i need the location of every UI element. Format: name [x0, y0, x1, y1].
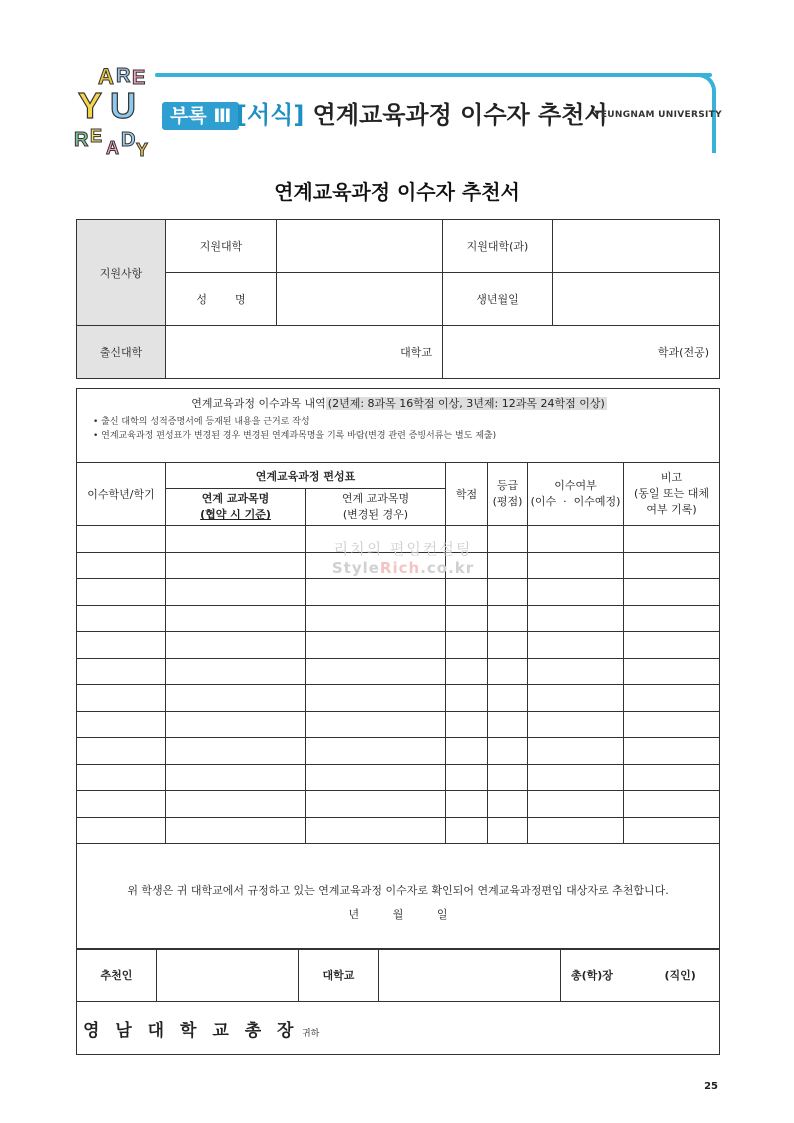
- watermark-rich: Rich: [379, 559, 421, 577]
- status-field[interactable]: [528, 764, 624, 791]
- date-year: 년: [348, 907, 360, 921]
- grade-field[interactable]: [488, 738, 528, 765]
- dept-suffix: 학과(전공): [657, 346, 709, 359]
- col-credit: 학점: [446, 463, 488, 526]
- addressee-honorific: 귀하: [301, 1028, 320, 1039]
- remark-field[interactable]: [624, 738, 720, 765]
- status-field[interactable]: [528, 526, 624, 553]
- statement-cell: [77, 844, 720, 950]
- origin-dept-field[interactable]: [443, 326, 720, 379]
- svg-text:E: E: [90, 126, 103, 146]
- term-field[interactable]: [77, 605, 166, 632]
- credit-field[interactable]: [446, 632, 488, 659]
- term-field[interactable]: [77, 791, 166, 818]
- term-field[interactable]: [77, 526, 166, 553]
- credit-field[interactable]: [446, 658, 488, 685]
- course-changed-field[interactable]: [306, 738, 446, 765]
- statement-date: [77, 906, 719, 922]
- col-status-line2: (이수 · 이수예정): [530, 495, 621, 508]
- term-field[interactable]: [77, 685, 166, 712]
- course-original-field[interactable]: [166, 791, 306, 818]
- applicant-table: [76, 219, 720, 379]
- col-course-original: [166, 489, 306, 526]
- term-field[interactable]: [77, 552, 166, 579]
- course-changed-field[interactable]: [306, 605, 446, 632]
- credit-field[interactable]: [446, 738, 488, 765]
- grade-field[interactable]: [488, 579, 528, 606]
- credit-field[interactable]: [446, 817, 488, 844]
- course-original-field[interactable]: [166, 605, 306, 632]
- credit-field[interactable]: [446, 764, 488, 791]
- credit-field[interactable]: [446, 685, 488, 712]
- course-original-field[interactable]: [166, 658, 306, 685]
- course-changed-field[interactable]: [306, 764, 446, 791]
- course-original-field[interactable]: [166, 552, 306, 579]
- seal-label: (직인): [664, 969, 696, 982]
- course-original-field[interactable]: [166, 764, 306, 791]
- svg-text:A: A: [106, 138, 119, 158]
- status-field[interactable]: [528, 817, 624, 844]
- status-field[interactable]: [528, 791, 624, 818]
- course-row: [77, 632, 720, 659]
- addressee-name: 영 남 대 학 교 총 장: [83, 1020, 299, 1041]
- course-row: [77, 791, 720, 818]
- col-course-original-line1: 연계 교과목명: [201, 492, 270, 505]
- course-original-field[interactable]: [166, 738, 306, 765]
- col-remark-line3: 여부 기록): [646, 503, 697, 516]
- term-field[interactable]: [77, 711, 166, 738]
- col-course-original-line2: (협약 시 기준): [200, 508, 271, 521]
- col-grade-line1: 등급: [496, 479, 519, 492]
- status-field[interactable]: [528, 658, 624, 685]
- date-day: 일: [436, 907, 448, 921]
- col-remark: [624, 463, 720, 526]
- watermark-domain: .co.kr: [420, 559, 475, 577]
- course-row: [77, 658, 720, 685]
- birth-field[interactable]: [553, 273, 720, 326]
- note-2: • 연계교육과정 편성표가 변경된 경우 변경된 연계과목명을 기록 바람(변경 관련 증빙서류는 별도 제출): [93, 431, 497, 441]
- remark-field[interactable]: [624, 711, 720, 738]
- header-title-bracket: [서식]: [236, 101, 305, 129]
- course-original-field[interactable]: [166, 817, 306, 844]
- remark-field[interactable]: [624, 817, 720, 844]
- dept-label: 지원대학(과): [443, 220, 553, 273]
- status-field[interactable]: [528, 552, 624, 579]
- course-changed-field[interactable]: [306, 685, 446, 712]
- watermark-line1: 리치의 편입컨설팅: [333, 540, 473, 558]
- term-field[interactable]: [77, 658, 166, 685]
- remark-field[interactable]: [624, 579, 720, 606]
- dept-field[interactable]: [553, 220, 720, 273]
- svg-text:Y: Y: [78, 85, 103, 126]
- grade-field[interactable]: [488, 764, 528, 791]
- grade-field[interactable]: [488, 817, 528, 844]
- grade-field[interactable]: [488, 711, 528, 738]
- courses-heading: [93, 395, 705, 411]
- course-row: [77, 764, 720, 791]
- svg-text:R: R: [74, 129, 89, 151]
- course-original-field[interactable]: [166, 579, 306, 606]
- credit-field[interactable]: [446, 791, 488, 818]
- signature-table: [76, 948, 720, 1055]
- col-course-changed-line1: 연계 교과목명: [341, 492, 410, 505]
- courses-notes: [77, 389, 720, 463]
- svg-text:A: A: [98, 64, 114, 89]
- statement-text: 위 학생은 귀 대학교에서 규정하고 있는 연계교육과정 이수자로 확인되어 연계교육과정편입 대상자로 추천합니다.: [127, 883, 669, 897]
- courses-table: [76, 388, 720, 950]
- watermark: [318, 538, 488, 577]
- grade-field[interactable]: [488, 526, 528, 553]
- remark-field[interactable]: [624, 791, 720, 818]
- course-original-field[interactable]: [166, 526, 306, 553]
- status-field[interactable]: [528, 605, 624, 632]
- grade-field[interactable]: [488, 552, 528, 579]
- sign-univ-field[interactable]: [379, 949, 561, 1002]
- remark-field[interactable]: [624, 632, 720, 659]
- credit-field[interactable]: [446, 711, 488, 738]
- col-course-changed: [306, 489, 446, 526]
- col-term: 이수학년/학기: [77, 463, 166, 526]
- svg-text:U: U: [110, 85, 136, 126]
- univ-label: 지원대학: [166, 220, 277, 273]
- univ-suffix: 대학교: [400, 346, 432, 359]
- term-field[interactable]: [77, 632, 166, 659]
- term-field[interactable]: [77, 817, 166, 844]
- name-label: 성 명: [166, 273, 277, 326]
- name-field[interactable]: [277, 273, 443, 326]
- univ-field[interactable]: [277, 220, 443, 273]
- col-grade: [488, 463, 528, 526]
- col-remark-line2: (동일 또는 대체: [633, 487, 710, 500]
- remark-field[interactable]: [624, 764, 720, 791]
- term-field[interactable]: [77, 764, 166, 791]
- course-original-field[interactable]: [166, 632, 306, 659]
- credit-field[interactable]: [446, 605, 488, 632]
- university-name: YEUNGNAM UNIVERSITY: [594, 110, 722, 120]
- course-original-field[interactable]: [166, 711, 306, 738]
- course-original-field[interactable]: [166, 685, 306, 712]
- date-month: 월: [392, 907, 404, 921]
- grade-field[interactable]: [488, 632, 528, 659]
- header-frame-line: [155, 73, 712, 77]
- svg-text:Y: Y: [136, 140, 149, 160]
- president-label: 총(학)장: [571, 969, 613, 982]
- svg-text:D: D: [121, 129, 136, 151]
- appendix-badge: 부록 Ⅲ: [162, 102, 239, 130]
- col-curriculum: 연계교육과정 편성표: [166, 463, 446, 489]
- watermark-style: Style: [331, 559, 380, 577]
- grade-field[interactable]: [488, 605, 528, 632]
- col-status-line1: 이수여부: [554, 479, 597, 492]
- course-changed-field[interactable]: [306, 817, 446, 844]
- grade-field[interactable]: [488, 685, 528, 712]
- header-title-text: 연계교육과정 이수자 추천서: [312, 101, 608, 129]
- remark-field[interactable]: [624, 526, 720, 553]
- header-title: [236, 99, 608, 131]
- course-row: [77, 685, 720, 712]
- remark-field[interactable]: [624, 658, 720, 685]
- course-row: [77, 738, 720, 765]
- president-cell[interactable]: [561, 949, 720, 1002]
- are-yu-ready-logo: [72, 62, 154, 160]
- document-title: 연계교육과정 이수자 추천서: [274, 180, 520, 204]
- note-1: • 출신 대학의 성적증명서에 등재된 내용을 근거로 작성: [93, 417, 310, 427]
- status-field[interactable]: [528, 579, 624, 606]
- col-remark-line1: 비고: [660, 471, 683, 484]
- course-changed-field[interactable]: [306, 632, 446, 659]
- course-row: [77, 817, 720, 844]
- col-grade-line2: (평점): [492, 495, 523, 508]
- remark-field[interactable]: [624, 552, 720, 579]
- term-field[interactable]: [77, 738, 166, 765]
- course-row: [77, 711, 720, 738]
- course-row: [77, 579, 720, 606]
- col-course-changed-line2: (변경된 경우): [342, 508, 409, 521]
- recommender-field[interactable]: [157, 949, 299, 1002]
- origin-univ-field[interactable]: [166, 326, 443, 379]
- grade-field[interactable]: [488, 658, 528, 685]
- status-field[interactable]: [528, 711, 624, 738]
- course-changed-field[interactable]: [306, 791, 446, 818]
- svg-text:E: E: [132, 67, 146, 89]
- courses-heading-prefix: 연계교육과정 이수과목 내역: [191, 397, 326, 410]
- course-row: [77, 605, 720, 632]
- recommender-label: 추천인: [77, 949, 157, 1002]
- grade-field[interactable]: [488, 791, 528, 818]
- birth-label: 생년월일: [443, 273, 553, 326]
- status-field[interactable]: [528, 685, 624, 712]
- status-field[interactable]: [528, 632, 624, 659]
- watermark-line2: [318, 559, 488, 577]
- sign-univ-label: 대학교: [299, 949, 379, 1002]
- credit-field[interactable]: [446, 579, 488, 606]
- course-changed-field[interactable]: [306, 658, 446, 685]
- course-changed-field[interactable]: [306, 579, 446, 606]
- applicant-section-label: 지원사항: [77, 220, 166, 326]
- term-field[interactable]: [77, 579, 166, 606]
- page-number: 25: [704, 1081, 718, 1092]
- remark-field[interactable]: [624, 685, 720, 712]
- status-field[interactable]: [528, 738, 624, 765]
- origin-univ-label: 출신대학: [77, 326, 166, 379]
- svg-text:R: R: [116, 65, 131, 87]
- courses-heading-highlight: (2년제: 8과목 16학점 이상, 3년제: 12과목 24학점 이상): [327, 397, 605, 410]
- addressee-cell: [77, 1002, 720, 1055]
- remark-field[interactable]: [624, 605, 720, 632]
- course-changed-field[interactable]: [306, 711, 446, 738]
- col-status: [528, 463, 624, 526]
